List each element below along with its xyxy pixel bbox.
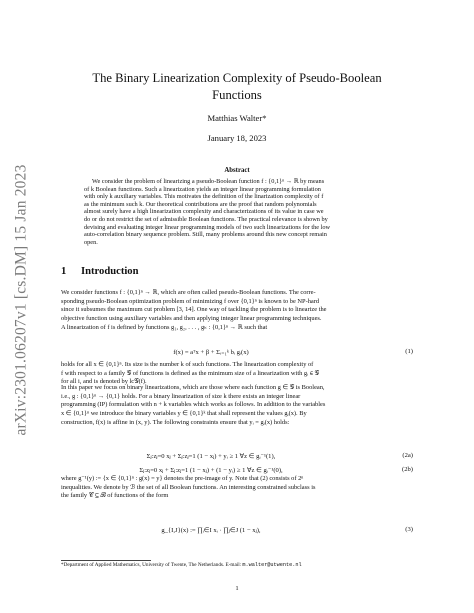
abstract-line: open. [84, 238, 98, 246]
abstract-line: with only k auxiliary variables. This motivates the definition of the linarization complexity of f [84, 193, 324, 201]
publication-date: January 18, 2023 [207, 133, 267, 143]
abstract-line: auto-correlation binary sequence problem. Still, many problems around this new concept remain [84, 231, 327, 239]
body-paragraph [61, 475, 413, 501]
footnote-email: m.walter@utwente.nl [242, 562, 302, 568]
section-heading [61, 266, 139, 277]
equation-tag: (3) [405, 526, 413, 533]
paragraph-line: since it subsumes the maximum cut problem [3, 14]. One way of tackling the problem is to linearize the [61, 306, 327, 314]
arxiv-identifier-text: arXiv:2301.06207v1 [cs.DM] 15 Jan 2023 [13, 164, 31, 436]
paragraph-line: inequalities. We denote by ℬ the set of all Boolean functions. An interesting constrained subclass is [61, 483, 316, 491]
paragraph-line: programming (IP) formulation with n + k variables which works as follows. In addition to the variables [61, 401, 326, 409]
equation-3 [61, 526, 413, 538]
paper-title-line: The Binary Linearization Complexity of Pseudo-Boolean [92, 71, 382, 85]
paper-title [60, 70, 414, 104]
abstract-line: as the minimum such k. Our theoretical contributions are the proof that random polynomials [84, 200, 317, 208]
paper-title-line: Functions [212, 88, 262, 102]
footnote [61, 562, 413, 569]
body-paragraph [61, 384, 413, 428]
abstract-line: devising and evaluating integer linear programming models of two such linearizations for the low [84, 223, 331, 231]
paragraph-line: construction, f(x) is affine in (x, y). The following constraints ensure that yᵢ = gᵢ(x) holds: [61, 418, 290, 426]
equation-tag: (1) [405, 348, 413, 355]
equation-tag: (2b) [402, 466, 413, 473]
paragraph-line: x ∈ {0,1}ⁿ we introduce the binary variables y ∈ {0,1}ᵏ that shall represent the values gᵢ(x). By [61, 410, 307, 418]
paragraph-line: the family 𝒞 ⊆ ℬ of functions of the form [61, 492, 169, 500]
equation-expression: g_{I,J}(x) := ∏ᵢ∈I xᵢ · ∏ⱼ∈J (1 − xⱼ), [161, 527, 261, 534]
equation-expression: Σⱼ:zⱼ=0 xⱼ + Σⱼ:zⱼ=1 (1 − xⱼ) + (1 − yᵢ) ≥ 1 ∀z ∈ gᵢ⁻¹(0), [139, 467, 283, 474]
arxiv-identifier-stamp [2, 150, 42, 450]
abstract-heading: Abstract [224, 167, 250, 174]
abstract-line: We consider the problem of linearizing a pseudo-Boolean function f : {0,1}ⁿ → ℝ by means [92, 178, 325, 185]
footnote-text: *Department of Applied Mathematics, University of Twente, The Netherlands. E-mail: [61, 562, 243, 568]
equation-tag: (2a) [402, 452, 413, 459]
abstract-body [84, 178, 392, 246]
paragraph-line: In this paper we focus on binary linearizations, which are those where each function g ∈ 𝒢 is Boolean, [61, 384, 325, 391]
equation-expression: Σⱼ:zⱼ=0 xⱼ + Σⱼ:zⱼ=1 (1 − xⱼ) + yᵢ ≥ 1 ∀z ∈ gᵢ⁻¹(1), [146, 453, 276, 460]
paragraph-line: i.e., g : {0,1}ⁿ → {0,1} holds. For a binary linearization of size k there exists an integer linear [61, 392, 301, 400]
paragraph-line: sponding pseudo-Boolean optimization problem of minimizing f over {0,1}ⁿ is known to be NP-hard [61, 297, 320, 305]
paragraph-line: holds for all x ∈ {0,1}ⁿ. Its size is the number k of such functions. The linearization complexity of [61, 361, 314, 368]
footnote-divider [61, 560, 151, 561]
abstract-line: do or do not restrict the set of admissible Boolean functions. The practical relevance is shown by [84, 215, 328, 223]
section-number: 1 [61, 266, 67, 277]
body-paragraph [61, 289, 413, 333]
equation-1 [61, 348, 413, 360]
abstract-line: of k Boolean functions. Such a linearization yields an integer linear programming formulation [84, 185, 321, 193]
section-title: Introduction [81, 266, 139, 277]
paragraph-line: f with respect to a family 𝒢 of functions is defined as the minimum size of a linearization with gᵢ ∈ 𝒢 [61, 369, 320, 377]
paragraph-line: for all i, and is denoted by lc𝒢(f). [61, 378, 147, 386]
abstract-line: almost surely have a high linearization complexity and characterizations of its value in case we [84, 208, 324, 216]
paragraph-line: A linearization of f is defined by functions g₁, g₂, . . . , gₖ : {0,1}ⁿ → ℝ such that [61, 323, 268, 331]
author-name: Matthias Walter* [207, 113, 267, 123]
page-number: 1 [235, 585, 239, 592]
equation-expression: f(x) = aᵀx + β + Σᵢ₌₁ᵏ bᵢ gᵢ(x) [173, 349, 249, 356]
paragraph-line: objective function using auxiliary variables and then applying integer linear programming techniques. [61, 315, 322, 323]
equation-2a [61, 452, 413, 464]
paragraph-line: We consider functions f : {0,1}ⁿ → ℝ, which are often called pseudo-Boolean functions. The corre- [61, 289, 316, 296]
paragraph-line: where g⁻¹(y) := {x ∈ {0,1}ⁿ : g(x) = y} denotes the pre-image of y. Note that (2) consists of 2ⁿ [61, 475, 304, 482]
